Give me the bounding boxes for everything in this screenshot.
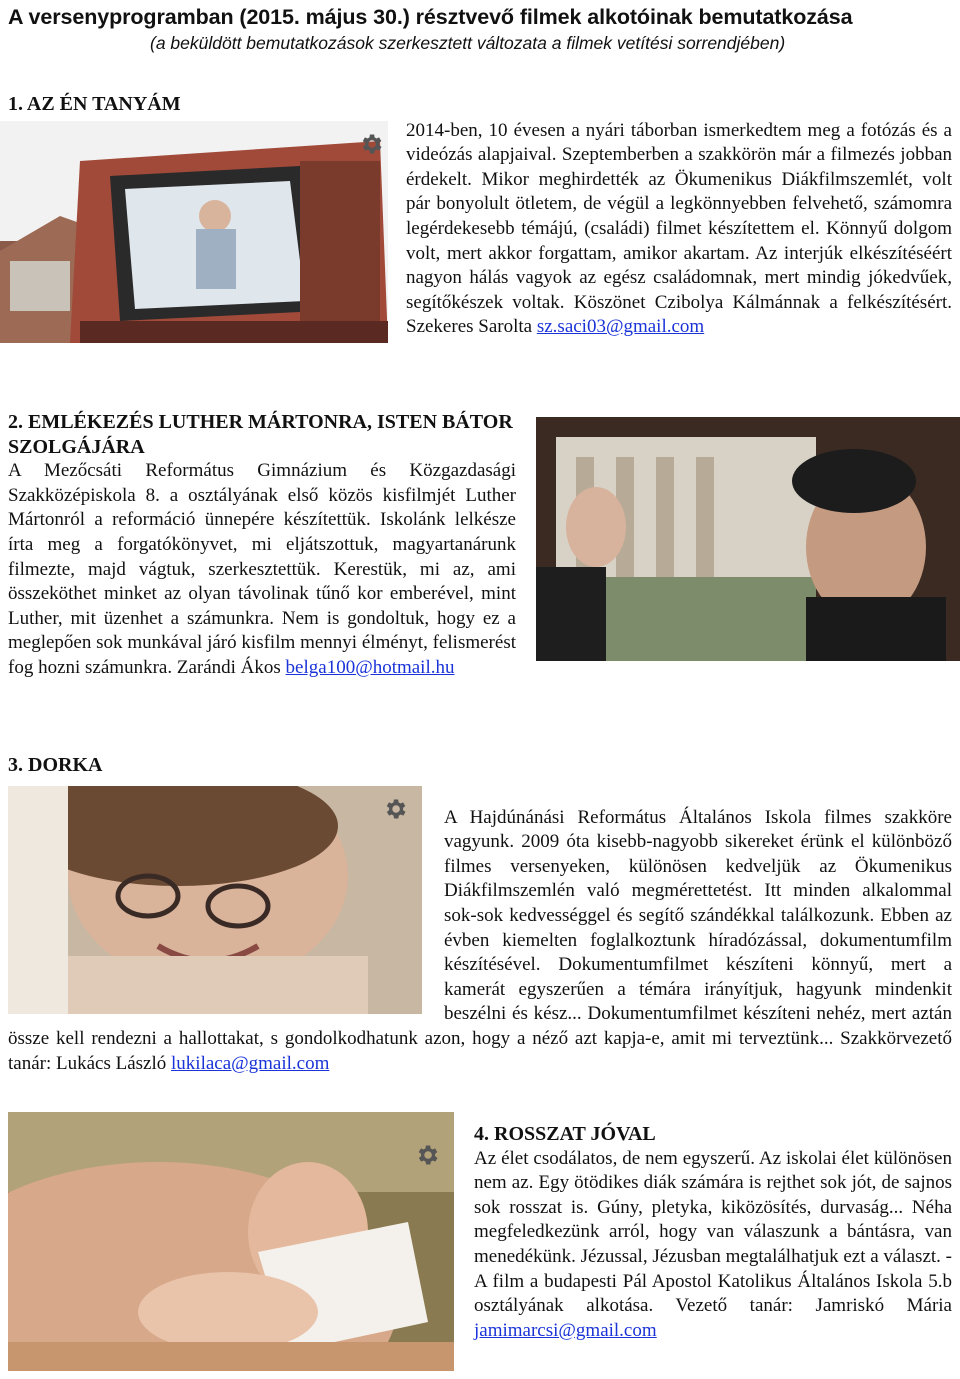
section-3-text: A Hajdúnánási Református Általános Iskola filmes szakköre vagyunk. 2009 óta kisebb-nagyobb sikereket érünk el különböző filmes versenyeken, különösen kedveljük az Ökumenikus Diákfilmszemlén való megmérettetést. Itt minden alkalommal sok-sok kedvességgel és segítő szándékkal találkozunk. Ebben az évben kiemelten foglalkoztunk híradózással, dokumentumfilm készítésével. Dokumentumfilmet készíteni könnyű, mert a kamerát egyszerűen a témára irányítjuk, hagyunk mindenkit beszélni és kész... Dokumentumfilmet készíteni nehéz, mert aztán össze kell rendezni a hallottakat, s gondolkodhatunk azon, hogy a néző azt kapja-e, amit mi terveztünk... Szakkörvezető tanár: Lukács László lukilaca@gmail.com xyxy=(8,806,952,1074)
section-4-email-link[interactable]: jamimarcsi@gmail.com xyxy=(474,1319,657,1341)
gear-icon[interactable] xyxy=(414,1142,440,1168)
section-4-heading: 4. ROSSZAT JÓVAL xyxy=(474,1123,656,1145)
section-3-email-link[interactable]: lukilaca@gmail.com xyxy=(171,1052,330,1074)
page-title: A versenyprogramban (2015. május 30.) résztvevő filmek alkotóinak bemutatkozása xyxy=(8,5,853,29)
section-3-photo-art xyxy=(8,786,422,1014)
section-3-photo xyxy=(8,786,422,1014)
section-4 xyxy=(8,1120,952,1371)
section-1-photo-art xyxy=(0,121,388,343)
section-2-text: A Mezőcsáti Református Gimnázium és Közgazdasági Szakközépiskola 8. a osztályának első közös kisfilmjét Luther Mártonról a reformáció ünnepére készítettük. Iskolánk lelkésze írta meg a forgatókönyvet, mi eljátszottuk, magyartanárunk filmezte, majd vágtuk, szerkesztettük. Kerestük, mi az, ami összeköthet minket az olyan távolinak tűnő kor emberével, mint Luther, mit üzenhet a számunkra. Nem is gondoltuk, hogy ez a meglepően sok munkával járó kisfilm mennyi élményt, felismerést fog hozni számunkra. Zarándi Ákos belga100@hotmail.hu xyxy=(8,460,516,678)
section-1-photo xyxy=(0,121,388,343)
section-3 xyxy=(8,753,952,1076)
section-4-text: Az élet csodálatos, de nem egyszerű. Az iskolai élet különösen nem az. Egy ötödikes diák számára is rejthet sok jót, de sajnos sok rosszat is. Gúny, pletyka, kiközösítés, durvaság... Néha megfeledkezünk arról, hogy van válaszunk a bántásra, van menedékünk. Jézussal, Jézusban megtalálhatjuk ezt a választ. - A film a budapesti Pál Apostol Katolikus Általános Iskola 5.b osztályának alkotása. Vezető tanár: Jamriskó Mária jamimarcsi@gmail.com xyxy=(474,1147,952,1341)
section-4-photo-art xyxy=(8,1112,454,1371)
section-2-email-link[interactable]: belga100@hotmail.hu xyxy=(285,656,455,678)
gear-icon[interactable] xyxy=(382,796,408,822)
gear-icon[interactable] xyxy=(358,131,384,157)
section-2-photo-art xyxy=(536,417,960,661)
section-1-heading: 1. AZ ÉN TANYÁM xyxy=(8,93,181,115)
section-2-photo xyxy=(536,417,960,661)
section-4-photo xyxy=(8,1112,454,1371)
section-1-text: 2014-ben, 10 évesen a nyári táborban ismerkedtem meg a fotózás és a videózás alapjaival. Szeptemberben a szakkörön már a filmezés jobban érdekelt. Mikor meghirdették az Ökumenikus Diákfilmszemlét, volt pár bonyolult ötletem, de végül a legkönnyebben felvehető, számomra legérdekesebb témájú, (családi) filmet készítettem el. Könnyű dolgom volt, mert akkor forgattam, amikor akartam. Az interjúk elkészítéséért nagyon hálás vagyok az egész családomnak, mert mindig jókedvűek, segítőkészek voltak. Köszönet Czibolya Kálmánnak a felkészítésért. Szekeres Sarolta sz.saci03@gmail.com xyxy=(406,119,952,338)
section-2-heading: 2. EMLÉKEZÉS LUTHER MÁRTONRA, ISTEN BÁTOR SZOLGÁJÁRA xyxy=(8,411,513,458)
section-2 xyxy=(8,409,952,681)
section-1 xyxy=(8,92,952,345)
page-subtitle: (a beküldött bemutatkozások szerkesztett változata a filmek vetítési sorrendjében) xyxy=(150,33,786,53)
section-3-heading: 3. DORKA xyxy=(8,754,103,776)
section-1-email-link[interactable]: sz.saci03@gmail.com xyxy=(536,316,705,338)
